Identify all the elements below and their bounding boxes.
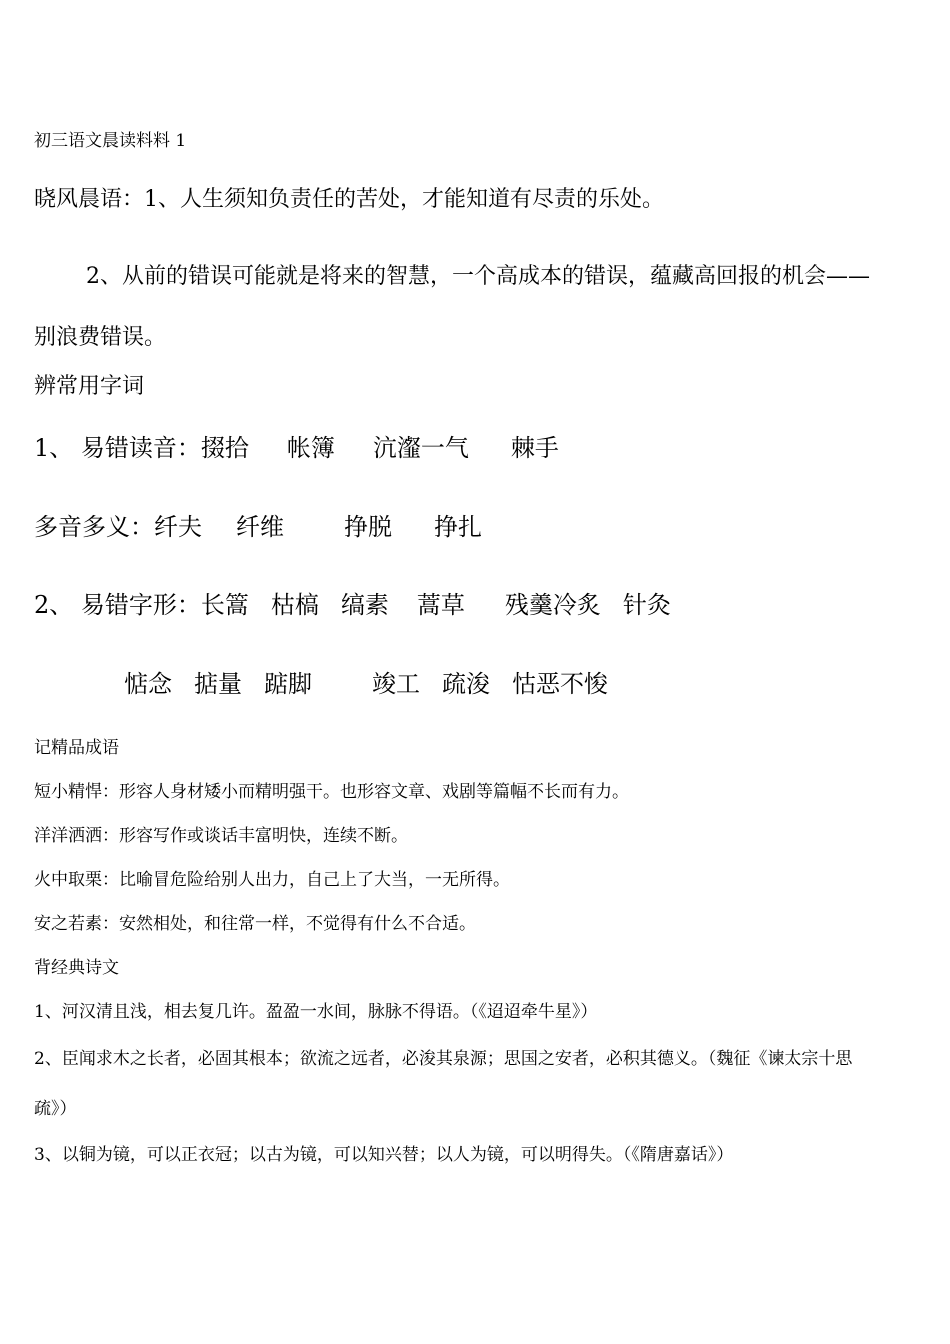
shape-word: 针灸 (622, 591, 671, 619)
pronunciation-word: 掇拾 (200, 434, 249, 462)
polyphone-row (34, 507, 482, 542)
morning-words-text-1: 1、人生须知负责任的苦处，才能知道有尽责的乐处。 (144, 187, 665, 212)
shape-word: 长篙 (200, 591, 249, 619)
poem-item-2-line-1: 2、臣闻求木之长者，必固其根本；欲流之远者，必浚其泉源；思国之安者，必积其德义。（魏征《谏太宗十思 (34, 1049, 853, 1069)
shape-word: 残羹冷炙 (504, 591, 601, 619)
shape-word: 掂量 (194, 670, 242, 698)
polyphone-label: 多音多义： (34, 513, 154, 541)
shape-label: 2、 易错字形： (34, 591, 201, 619)
shape-word: 枯槁 (270, 591, 319, 619)
idiom-item: 安之若素：安然相处，和往常一样，不觉得有什么不合适。 (34, 914, 476, 934)
shape-row-2 (124, 664, 608, 699)
polyphone-word: 挣扎 (434, 513, 482, 541)
polyphone-word: 纤夫 (154, 513, 202, 541)
shape-row-1 (34, 585, 671, 620)
shape-word: 怙恶不悛 (512, 670, 608, 698)
morning-words-item-2-line-2: 别浪费错误。 (34, 325, 167, 350)
pronunciation-label: 1、 易错读音： (34, 434, 201, 462)
polyphone-word: 挣脱 (344, 513, 392, 541)
pronunciation-word: 沆瀣一气 (372, 434, 469, 462)
section-heading-idioms: 记精品成语 (34, 738, 119, 758)
shape-word: 蒿草 (416, 591, 465, 619)
pronunciation-row (34, 428, 559, 463)
page-title: 初三语文晨读料料 1 (34, 131, 187, 151)
shape-word: 疏浚 (442, 670, 490, 698)
morning-words-item-2-line-1: 2、从前的错误可能就是将来的智慧，一个高成本的错误，蕴藏高回报的机会—— (86, 264, 870, 289)
polyphone-word: 纤维 (236, 513, 284, 541)
pronunciation-word: 帐簿 (286, 434, 335, 462)
poem-item-1: 1、河汉清且浅，相去复几许。盈盈一水间，脉脉不得语。（《迢迢牵牛星》） (34, 1002, 598, 1022)
poem-item-3: 3、以铜为镜，可以正衣冠；以古为镜，可以知兴替；以人为镜，可以明得失。（《隋唐嘉话》） (34, 1145, 734, 1165)
shape-word: 竣工 (372, 670, 420, 698)
idiom-item: 洋洋洒洒：形容写作或谈话丰富明快，连续不断。 (34, 826, 408, 846)
morning-words-item-1 (34, 182, 664, 213)
pronunciation-word: 棘手 (510, 434, 559, 462)
section-heading-poems: 背经典诗文 (34, 958, 119, 978)
idiom-item: 短小精悍：形容人身材矮小而精明强干。也形容文章、戏剧等篇幅不长而有力。 (34, 782, 629, 802)
section-heading-words: 辨常用字词 (34, 374, 145, 399)
idiom-item: 火中取栗：比喻冒危险给别人出力，自己上了大当，一无所得。 (34, 870, 510, 890)
poem-item-2-line-2: 疏》） (34, 1099, 77, 1119)
shape-word: 惦念 (124, 670, 172, 698)
morning-words-label: 晓风晨语： (34, 187, 145, 212)
shape-word: 踮脚 (264, 670, 312, 698)
shape-word: 缟素 (340, 591, 389, 619)
